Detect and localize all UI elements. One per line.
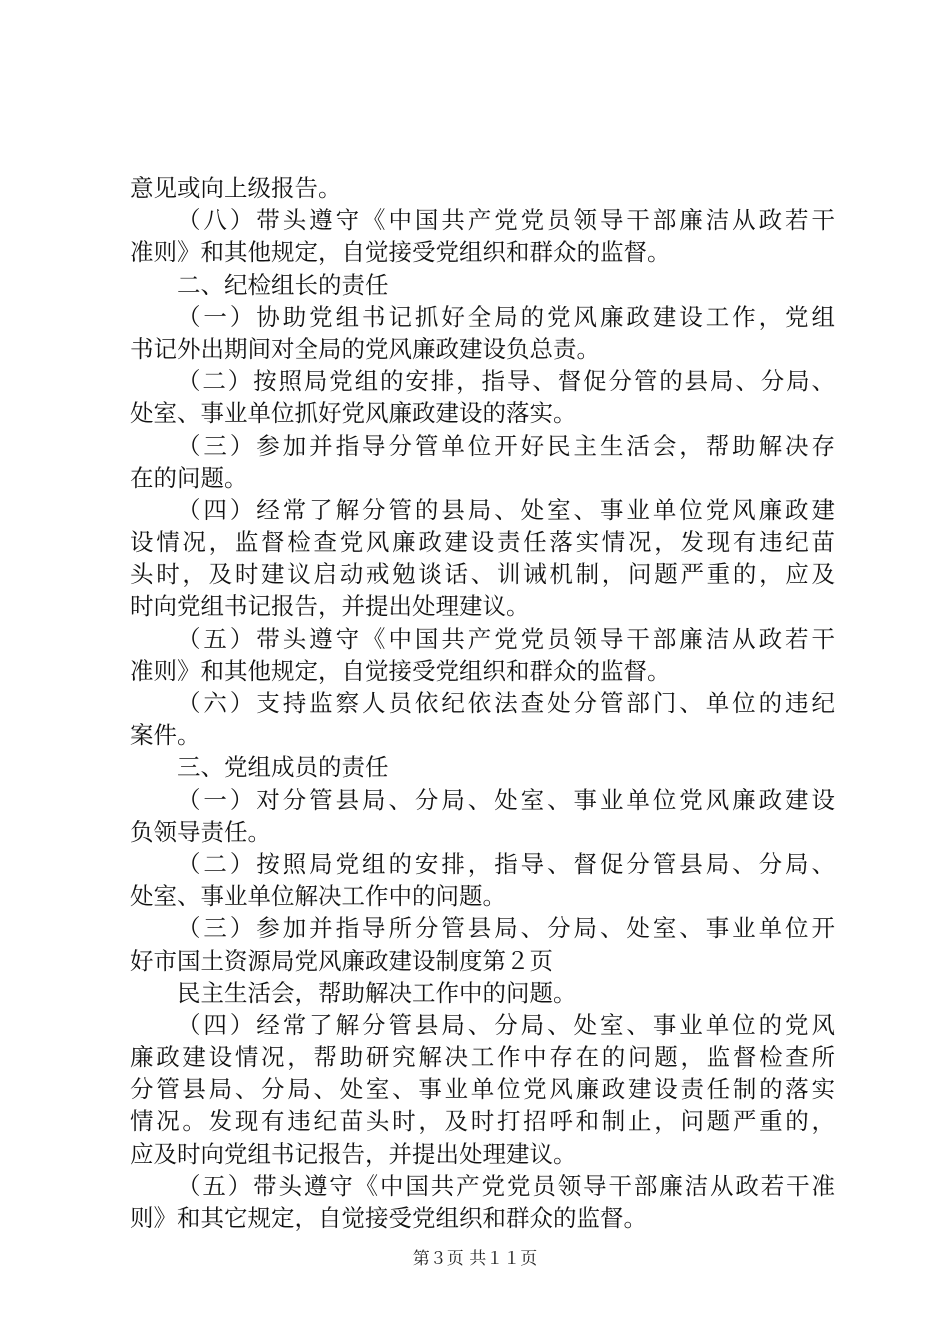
text-line: （一）协助党组书记抓好全局的党风廉政建设工作，党组 xyxy=(177,302,835,331)
text-line: 处室、事业单位解决工作中的问题。 xyxy=(130,882,506,911)
text-line: （三）参加并指导所分管县局、分局、处室、事业单位开 xyxy=(177,914,835,943)
text-line: 头时，及时建议启动戒勉谈话、训诫机制，问题严重的，应及 xyxy=(130,560,835,589)
text-line: 负领导责任。 xyxy=(130,817,271,846)
page-footer: 第３页 共１１页 xyxy=(412,1249,538,1269)
text-line: （二）按照局党组的安排，指导、督促分管县局、分局、 xyxy=(177,849,835,878)
text-line: 准则》和其他规定，自觉接受党组织和群众的监督。 xyxy=(130,238,671,267)
text-line: （六）支持监察人员依纪依法查处分管部门、单位的违纪 xyxy=(177,689,835,717)
text-line: 则》和其它规定，自觉接受党组织和群众的监督。 xyxy=(130,1204,647,1232)
text-line: 在的问题。 xyxy=(130,463,248,492)
text-line: 意见或向上级报告。 xyxy=(130,174,342,202)
text-line: 案件。 xyxy=(130,721,201,750)
text-line: （四）经常了解分管的县局、处室、事业单位党风廉政建 xyxy=(177,495,835,524)
text-line: 设情况，监督检查党风廉政建设责任落实情况，发现有违纪苗 xyxy=(130,528,835,557)
text-line: （三）参加并指导分管单位开好民主生活会，帮助解决存 xyxy=(177,431,835,460)
text-line: 准则》和其他规定，自觉接受党组织和群众的监督。 xyxy=(130,656,671,685)
text-line: 处室、事业单位抓好党风廉政建设的落实。 xyxy=(130,399,577,428)
text-line: 分管县局、分局、处室、事业单位党风廉政建设责任制的落实 xyxy=(130,1075,835,1104)
text-line: 应及时向党组书记报告，并提出处理建议。 xyxy=(130,1139,577,1168)
document-body xyxy=(130,172,835,1234)
text-line: （五）带头遵守《中国共产党党员领导干部廉洁从政若干准 xyxy=(177,1171,835,1200)
text-line: （四）经常了解分管县局、分局、处室、事业单位的党风 xyxy=(177,1010,835,1039)
text-line: （一）对分管县局、分局、处室、事业单位党风廉政建设 xyxy=(177,785,835,814)
section-heading: 三、党组成员的责任 xyxy=(177,753,389,782)
section-heading: 二、纪检组长的责任 xyxy=(177,270,389,299)
text-line: 时向党组书记报告，并提出处理建议。 xyxy=(130,592,530,621)
text-line: （五）带头遵守《中国共产党党员领导干部廉洁从政若干 xyxy=(177,624,835,653)
text-line: 情况。发现有违纪苗头时，及时打招呼和制止，问题严重的， xyxy=(130,1107,835,1136)
text-line: （八）带头遵守《中国共产党党员领导干部廉洁从政若干 xyxy=(177,206,835,235)
text-line: （二）按照局党组的安排，指导、督促分管的县局、分局、 xyxy=(177,367,835,396)
text-line: 民主生活会，帮助解决工作中的问题。 xyxy=(177,978,577,1007)
text-line: 好市国土资源局党风廉政建设制度第２页 xyxy=(130,946,553,975)
text-line: 廉政建设情况，帮助研究解决工作中存在的问题，监督检查所 xyxy=(130,1043,835,1072)
text-line: 书记外出期间对全局的党风廉政建设负总责。 xyxy=(130,334,600,363)
